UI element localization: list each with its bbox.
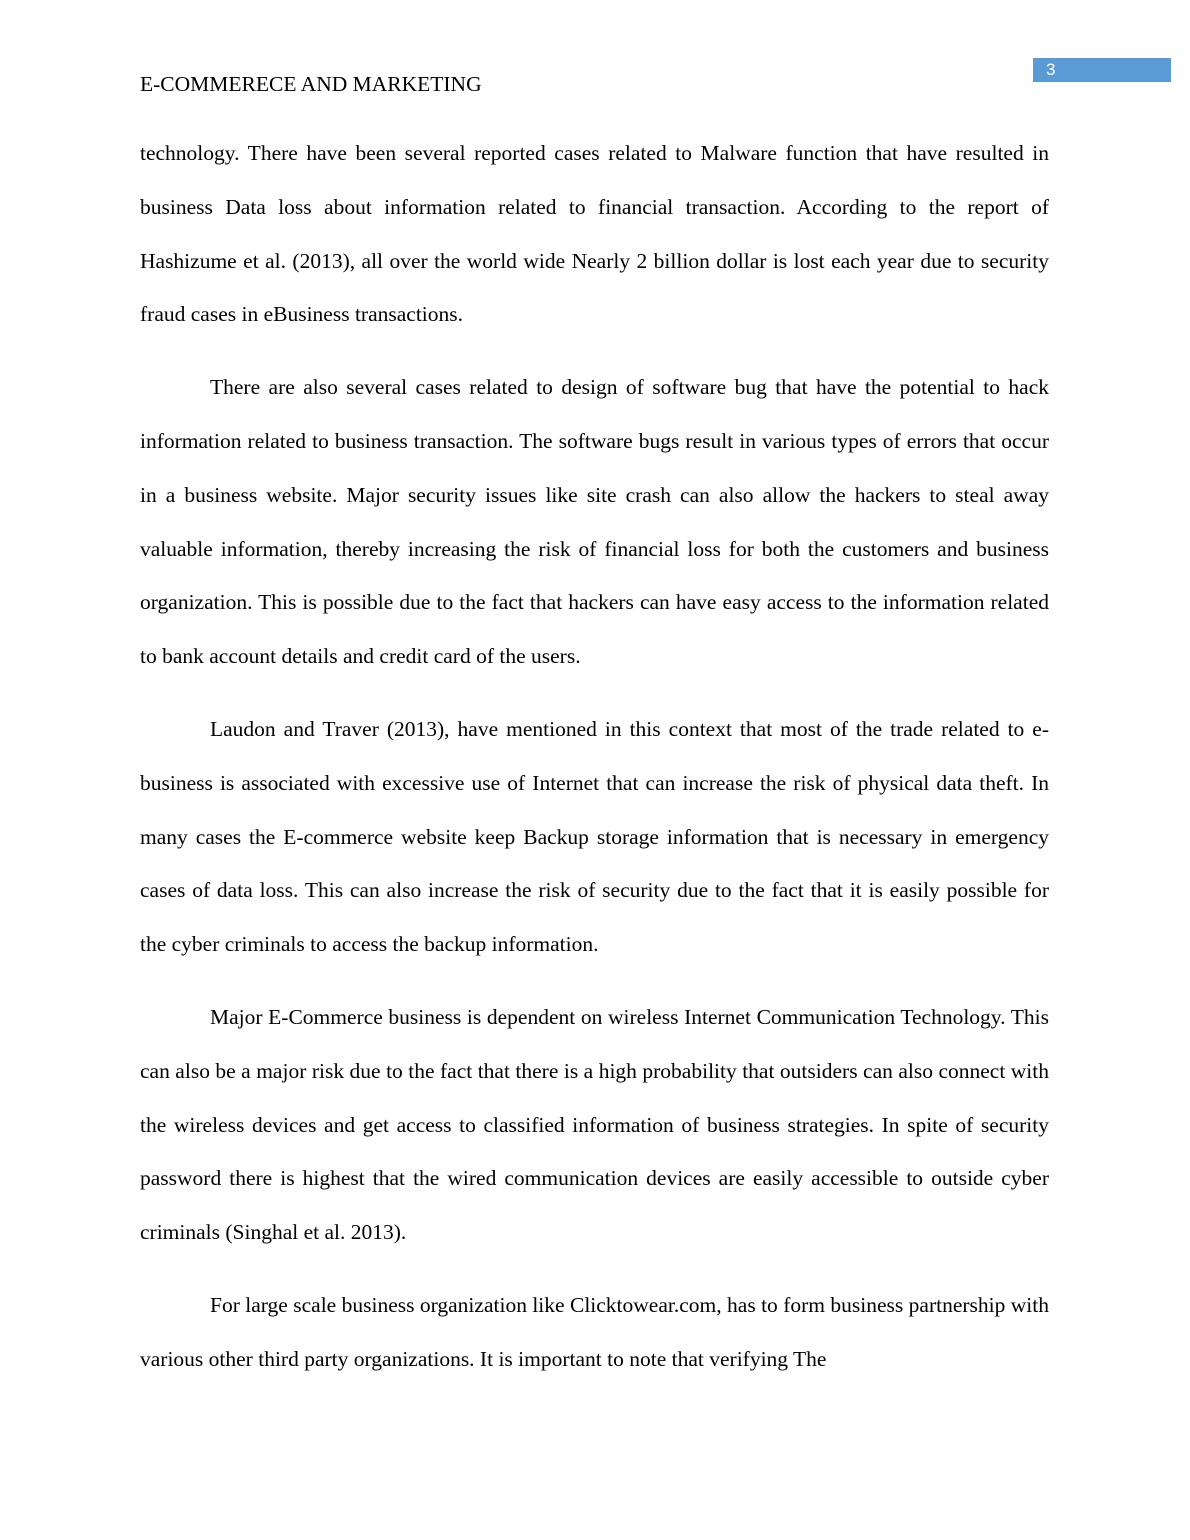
document-body [140, 127, 1049, 1406]
paragraph-5: For large scale business organization like Clicktowear.com, has to form business partnership with various other third party organizations. It is important to note that verifying The [140, 1292, 1049, 1371]
paragraph-1: technology. There have been several reported cases related to Malware function that have resulted in business Data loss about information related to financial transaction. According to the report of Hashizume et al. (2013), all over the world wide Nearly 2 billion dollar is lost each year due to security fraud cases in eBusiness transactions. [140, 141, 1049, 327]
running-head: E-COMMERECE AND MARKETING [140, 72, 482, 96]
page-number: 3 [1033, 58, 1171, 82]
paragraph-3: Laudon and Traver (2013), have mentioned in this context that most of the trade related to e-business is associated with excessive use of Internet that can increase the risk of physical data theft. In many cases the E-commerce website keep Backup storage information that is necessary in emergency cases of data loss. This can also increase the risk of security due to the fact that it is easily possible for the cyber criminals to access the backup information. [140, 716, 1049, 957]
paragraph-2: There are also several cases related to design of software bug that have the potential to hack information related to business transaction. The software bugs result in various types of errors that occur in a business website. Major security issues like site crash can also allow the hackers to steal away valuable information, thereby increasing the risk of financial loss for both the customers and business organization. This is possible due to the fact that hackers can have easy access to the information related to bank account details and credit card of the users. [140, 375, 1049, 669]
paragraph-4: Major E-Commerce business is dependent on wireless Internet Communication Technology. This can also be a major risk due to the fact that there is a high probability that outsiders can also connect with the wireless devices and get access to classified information of business strategies. In spite of security password there is highest that the wired communication devices are easily accessible to outside cyber criminals (Singhal et al. 2013). [140, 1004, 1049, 1245]
